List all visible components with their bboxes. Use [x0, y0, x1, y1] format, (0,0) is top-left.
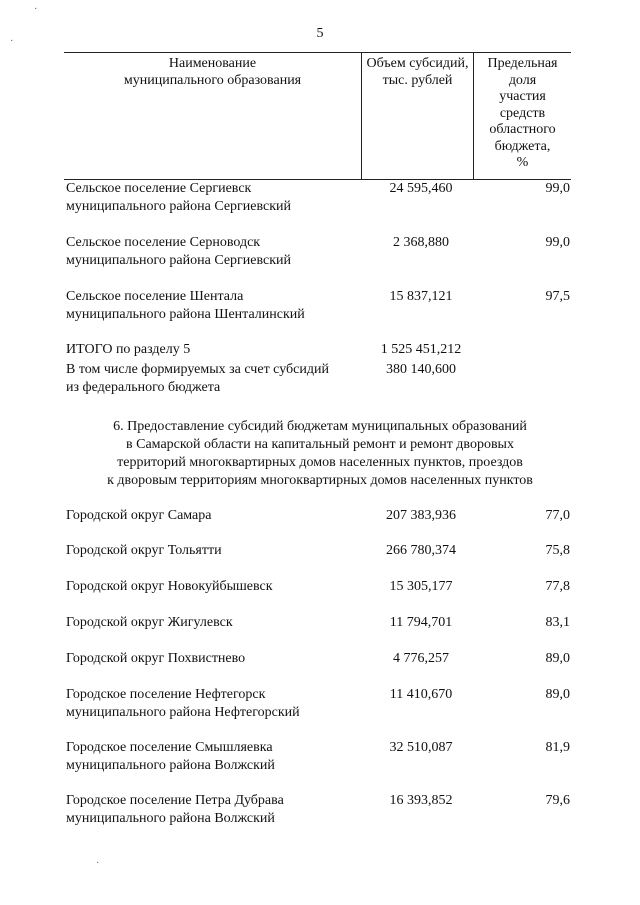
- row-amount: 16 393,852: [389, 793, 453, 808]
- row-name-line1: Городское поселение Нефтегорск: [66, 687, 266, 702]
- table-header: [64, 52, 571, 180]
- row-name-line1: Сельское поселение Серноводск: [66, 235, 261, 250]
- row-amount: 15 305,177: [389, 579, 453, 594]
- row-amount: 11 410,670: [389, 687, 453, 702]
- header-share-line: %: [516, 155, 529, 170]
- scan-speck: ·: [34, 4, 38, 15]
- federal-amount: 380 140,600: [386, 362, 456, 377]
- section-title-line: в Самарской области на капитальный ремонт и ремонт дворовых: [126, 437, 514, 452]
- header-name-line2: муниципального образования: [123, 72, 302, 88]
- row-share: 81,9: [545, 740, 570, 755]
- row-name-line2: муниципального района Сергиевский: [66, 253, 292, 268]
- row-name: [66, 180, 366, 216]
- row-share: 89,0: [545, 651, 570, 666]
- scan-speck: ·: [96, 858, 100, 869]
- row-name: Городской округ Тольятти: [66, 543, 222, 558]
- row-name-line2: муниципального района Волжский: [66, 758, 275, 773]
- row-name: Городской округ Самара: [66, 508, 212, 523]
- row-name-line2: муниципального района Сергиевский: [66, 199, 292, 214]
- header-share-line: бюджета,: [494, 138, 551, 154]
- row-amount: 266 780,374: [386, 543, 456, 558]
- row-amount: 11 794,701: [389, 615, 453, 630]
- row-share: 89,0: [545, 687, 570, 702]
- total-label: ИТОГО по разделу 5: [66, 342, 191, 357]
- row-name-line1: Сельское поселение Шентала: [66, 289, 244, 304]
- row-name: [66, 234, 366, 270]
- row-amount: 24 595,460: [389, 181, 453, 196]
- row-name: [66, 686, 366, 722]
- row-amount: 15 837,121: [389, 289, 453, 304]
- header-name-cell: [64, 53, 362, 179]
- header-share-line: участия: [499, 89, 546, 104]
- row-name-line1: Городское поселение Петра Дубрава: [66, 793, 284, 808]
- header-volume-line1: Объем субсидий,: [366, 56, 469, 71]
- header-volume-cell: [362, 53, 474, 179]
- header-share-cell: [474, 53, 571, 179]
- row-name-line2: муниципального района Волжский: [66, 811, 275, 826]
- row-name-line2: муниципального района Шенталинский: [66, 307, 305, 322]
- total-amount: 1 525 451,212: [380, 342, 462, 357]
- row-amount: 32 510,087: [389, 740, 453, 755]
- header-share-line: доля: [508, 72, 537, 88]
- row-name: Городской округ Похвистнево: [66, 651, 246, 666]
- row-amount: 2 368,880: [393, 235, 449, 250]
- row-name: [66, 739, 366, 775]
- row-share: 99,0: [545, 235, 570, 250]
- section-title: [60, 418, 580, 490]
- row-share: 79,6: [545, 793, 570, 808]
- header-volume-line2: тыс. рублей: [382, 72, 453, 88]
- federal-label: [66, 361, 366, 397]
- row-share: 77,0: [545, 508, 570, 523]
- row-name-line1: Сельское поселение Сергиевск: [66, 181, 252, 196]
- row-share: 77,8: [545, 579, 570, 594]
- row-name: Городской округ Жигулевск: [66, 615, 233, 630]
- row-amount: 207 383,936: [386, 508, 456, 523]
- row-name: Городской округ Новокуйбышевск: [66, 579, 273, 594]
- row-share: 83,1: [545, 615, 570, 630]
- scan-speck: ·: [10, 36, 14, 47]
- row-name: [66, 792, 366, 828]
- section-title-line: 6. Предоставление субсидий бюджетам муниципальных образований: [113, 419, 527, 434]
- header-share-line: средств: [499, 105, 546, 121]
- header-name-line1: Наименование: [168, 56, 257, 71]
- federal-label-line2: из федерального бюджета: [66, 380, 221, 395]
- row-amount: 4 776,257: [393, 651, 449, 666]
- row-name: [66, 288, 366, 324]
- row-share: 99,0: [545, 181, 570, 196]
- header-share-line: областного: [489, 122, 556, 137]
- section-title-line: территорий многоквартирных домов населенных пунктов, проездов: [117, 455, 523, 470]
- row-name-line2: муниципального района Нефтегорский: [66, 705, 300, 720]
- federal-label-line1: В том числе формируемых за счет субсидий: [66, 362, 329, 377]
- page-number: 5: [316, 26, 324, 41]
- section-title-line: к дворовым территориям многоквартирных домов населенных пунктов: [107, 473, 533, 488]
- row-share: 75,8: [545, 543, 570, 558]
- header-share-line: Предельная: [487, 56, 558, 71]
- row-name-line1: Городское поселение Смышляевка: [66, 740, 273, 755]
- row-share: 97,5: [545, 289, 570, 304]
